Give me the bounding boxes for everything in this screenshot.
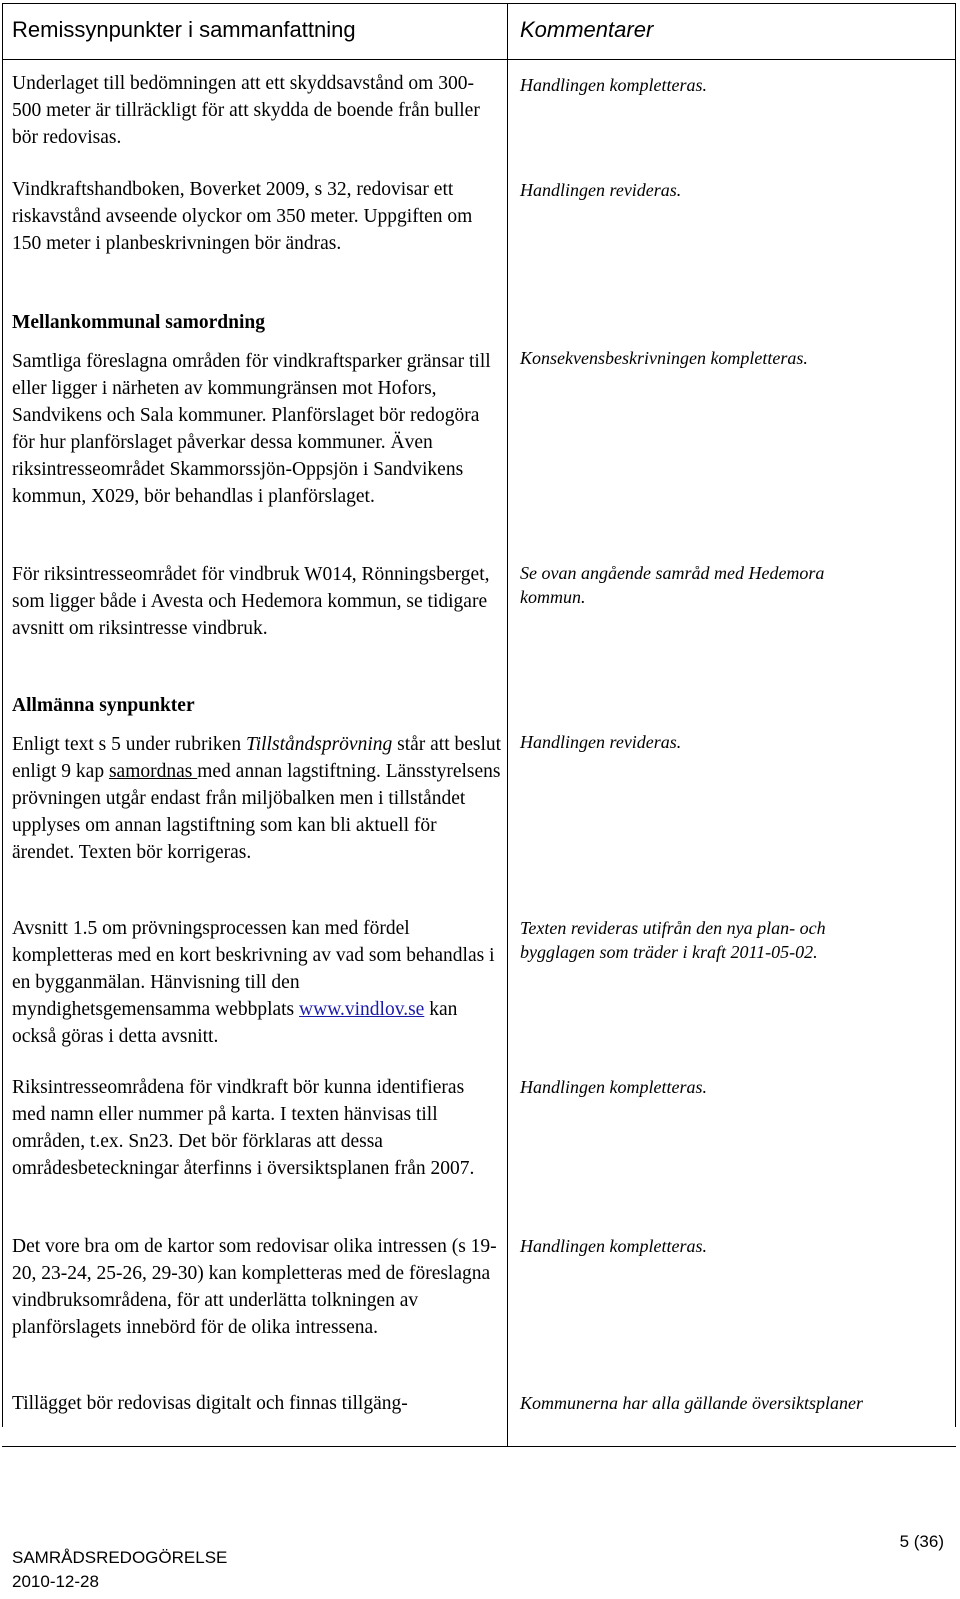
- remark-5-underlined: samordnas: [108, 761, 198, 782]
- comment-2: Handlingen revideras.: [520, 180, 682, 200]
- header-divider: [2, 59, 956, 60]
- remark-1: Underlaget till bedömningen att ett skyddsavstånd om 300-500 meter är tillräckligt för att skydda de boende från buller bör redovisas.: [12, 73, 480, 148]
- comment-9: Kommunerna har alla gällande översiktsplaner: [520, 1393, 863, 1413]
- remark-8: Det vore bra om de kartor som redovisar olika intressen (s 19-20, 23-24, 25-26, 29-30) kan kompletteras med de föreslagna vindbruksområdena, för att underlätta tolkningen av planförslagets innebörd för de olika intressena.: [12, 1236, 497, 1338]
- remark-5-text-c: med annan lagstiftning. Länsstyrelsens prövningen utgår endast från miljöbalken men i tillståndet upplyses om annan lagstiftning som kan bli aktuell för ärendet. Texten bör korrigeras.: [12, 761, 501, 863]
- footer-document: [12, 1546, 227, 1594]
- comment-7: Handlingen kompletteras.: [520, 1077, 707, 1097]
- comment-8: Handlingen kompletteras.: [520, 1236, 707, 1256]
- remark-6-text-a: Avsnitt 1.5 om prövningsprocessen kan med fördel kompletteras med en kort beskrivning av vad som behandlas i en bygganmälan. Hänvisning till den myndighetsgemensamma webbplats: [12, 918, 495, 1020]
- remark-5-text-a: Enligt text s 5 under rubriken: [12, 734, 246, 755]
- comment-1: Handlingen kompletteras.: [520, 75, 707, 95]
- header-left: Remissynpunkter i sammanfattning: [12, 17, 356, 42]
- footer-doc-title: SAMRÅDSREDOGÖRELSE: [12, 1548, 228, 1567]
- remark-6-text-b: kan också göras i detta avsnitt.: [12, 999, 458, 1047]
- remark-5-italic: Tillståndsprövning: [245, 734, 393, 755]
- page-number: 5 (36): [899, 1532, 944, 1551]
- remark-2: Vindkraftshandboken, Boverket 2009, s 32, redovisar ett riskavstånd avseende olyckor om 350 meter. Uppgiften om 150 meter i planbeskrivningen bör ändras.: [12, 179, 473, 254]
- remark-7: Riksintresseområdena för vindkraft bör kunna identifieras med namn eller nummer på karta. I texten hänvisas till områden, t.ex. Sn23. Det bör förklaras att dessa områdesbeteckningar återfinns i översiktsplanen från 2007.: [12, 1077, 475, 1179]
- remark-3: Samtliga föreslagna områden för vindkraftsparker gränsar till eller ligger i närheten av kommungränsen mot Hofors, Sandvikens och Sala kommuner. Planförslaget bör redogöra för hur planförslaget påverkar dessa kommuner. Även riksintresseområdet Skammorssjön-Oppsjön i Sandvikens kommun, X029, bör behandlas i planförslaget.: [12, 351, 491, 507]
- comment-4: Se ovan angående samråd med Hedemora kommun.: [520, 563, 825, 607]
- comment-6: Texten revideras utifrån den nya plan- och bygglagen som träder i kraft 2011-05-02.: [520, 918, 826, 962]
- section-heading-mellankommunal: Mellankommunal samordning: [12, 312, 265, 333]
- remark-9: Tillägget bör redovisas digitalt och finnas tillgäng-: [12, 1393, 408, 1414]
- footer-date: 2010-12-28: [12, 1572, 99, 1591]
- header-right: Kommentarer: [520, 17, 654, 42]
- remark-4: För riksintresseområdet för vindbruk W014, Rönningsberget, som ligger både i Avesta och Hedemora kommun, se tidigare avsnitt om riksintresse vindbruk.: [12, 564, 490, 639]
- column-divider: [507, 3, 508, 1446]
- comment-3: Konsekvensbeskrivningen kompletteras.: [520, 348, 808, 368]
- comment-5: Handlingen revideras.: [520, 732, 682, 752]
- table-bottom-line: [2, 1446, 956, 1447]
- section-heading-allmanna: Allmänna synpunkter: [12, 695, 195, 716]
- remark-6: [12, 915, 502, 1050]
- vindlov-link[interactable]: www.vindlov.se: [299, 999, 425, 1020]
- remark-5: [12, 731, 502, 866]
- remark-5-text-b: står att beslut enligt 9 kap: [12, 734, 502, 782]
